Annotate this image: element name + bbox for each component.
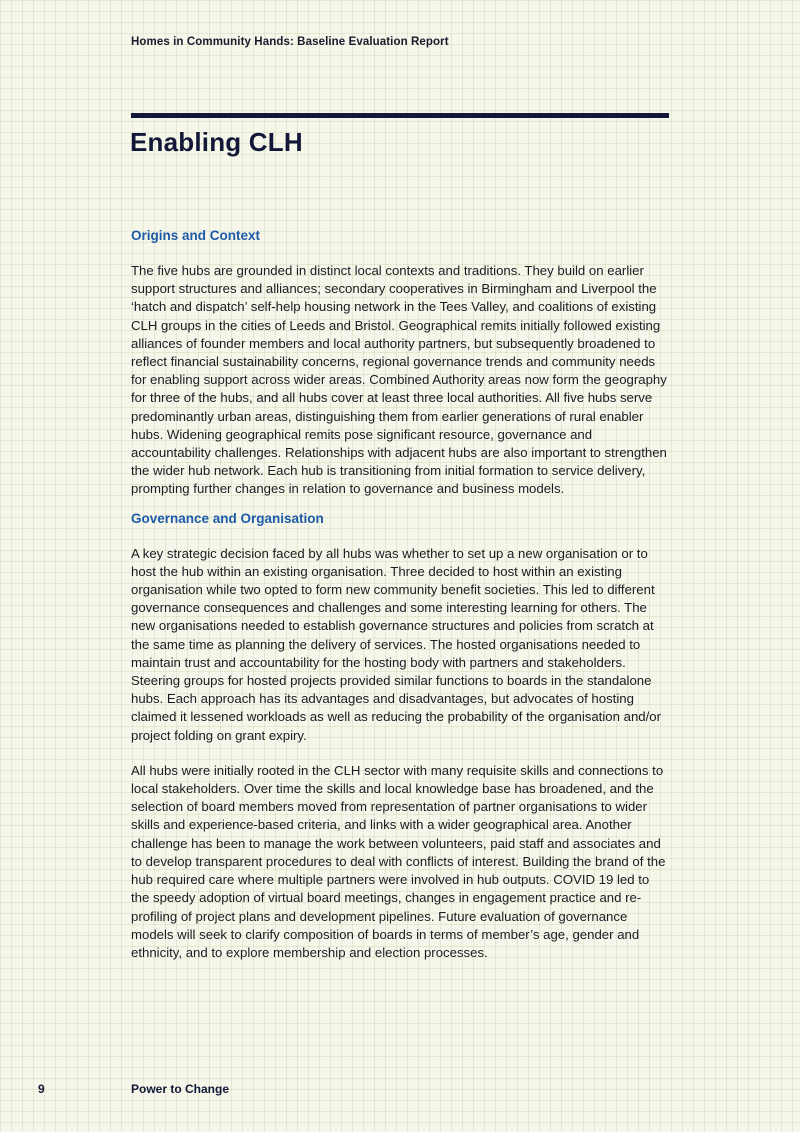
section-origins-and-context (131, 227, 671, 499)
page-number: 9 (38, 1082, 45, 1096)
main-content (131, 227, 671, 979)
title-rule (131, 113, 669, 118)
running-header: Homes in Community Hands: Baseline Evaluation Report (131, 36, 449, 48)
footer-brand: Power to Change (131, 1082, 230, 1096)
section-heading: Governance and Organisation (131, 510, 324, 526)
page-title: Enabling CLH (130, 127, 303, 157)
section-heading: Origins and Context (131, 228, 261, 243)
body-paragraph: All hubs were initially rooted in the CLH sector with many requisite skills and connections to local stakeholders. Over time the skills and local knowledge base has broadened, and the selection of board members moved from representation of partner organisations to wider skills and experience-based criteria, and links with a wider geographical area. Another challenge has been to manage the work between volunteers, paid staff and associates and to develop transparent procedures to deal with conflicts of interest. Building the brand of the hub required care where multiple partners were involved in hub outputs. COVID 19 led to the speedy adoption of virtual board meetings, changes in engagement practice and re-profiling of project plans and development pipelines. Future evaluation of governance models will seek to clarify composition of boards in terms of member’s age, gender and ethnicity, and to explore membership and election processes. (131, 762, 666, 960)
body-paragraph: The five hubs are grounded in distinct local contexts and traditions. They build on earlier support structures and alliances; secondary cooperatives in Birmingham and Liverpool the ‘hatch and dispatch’ self-help housing network in the Tees Valley, and coalitions of existing CLH groups in the cities of Leeds and Bristol. Geographical remits initially followed existing alliances of founder members and local authority partners, but subsequently broadened to reflect financial sustainability concerns, regional governance trends and community needs for enabling support across wider areas. Combined Authority areas now form the geography for three of the hubs, and all hubs cover at least three local authorities. All five hubs serve predominantly urban areas, distinguishing them from earlier generations of rural enabler hubs. Widening geographical remits pose significant resource, governance and accountability challenges. Relationships with adjacent hubs are also important to strengthen the wider hub network. Each hub is transitioning from initial formation to service delivery, prompting further changes in relation to governance and business models. (131, 263, 667, 497)
body-paragraph: A key strategic decision faced by all hubs was whether to set up a new organisation or to host the hub within an existing organisation. Three decided to host within an existing organisation while two opted to form new community benefit societies. This led to different governance consequences and challenges and some interesting learning for others. The new organisations needed to establish governance structures and policies from scratch at the same time as planning the delivery of services. The hosted organisations needed to maintain trust and accountability for the hosting body with partners and stakeholders. Steering groups for hosted projects provided similar functions to boards in the standalone hubs. Each approach has its advantages and disadvantages, but advocates of hosting claimed it lessened workloads as well as reducing the probability of the organisation and/or project folding on grant expiry. (131, 545, 661, 743)
section-governance-and-organisation (131, 510, 671, 962)
